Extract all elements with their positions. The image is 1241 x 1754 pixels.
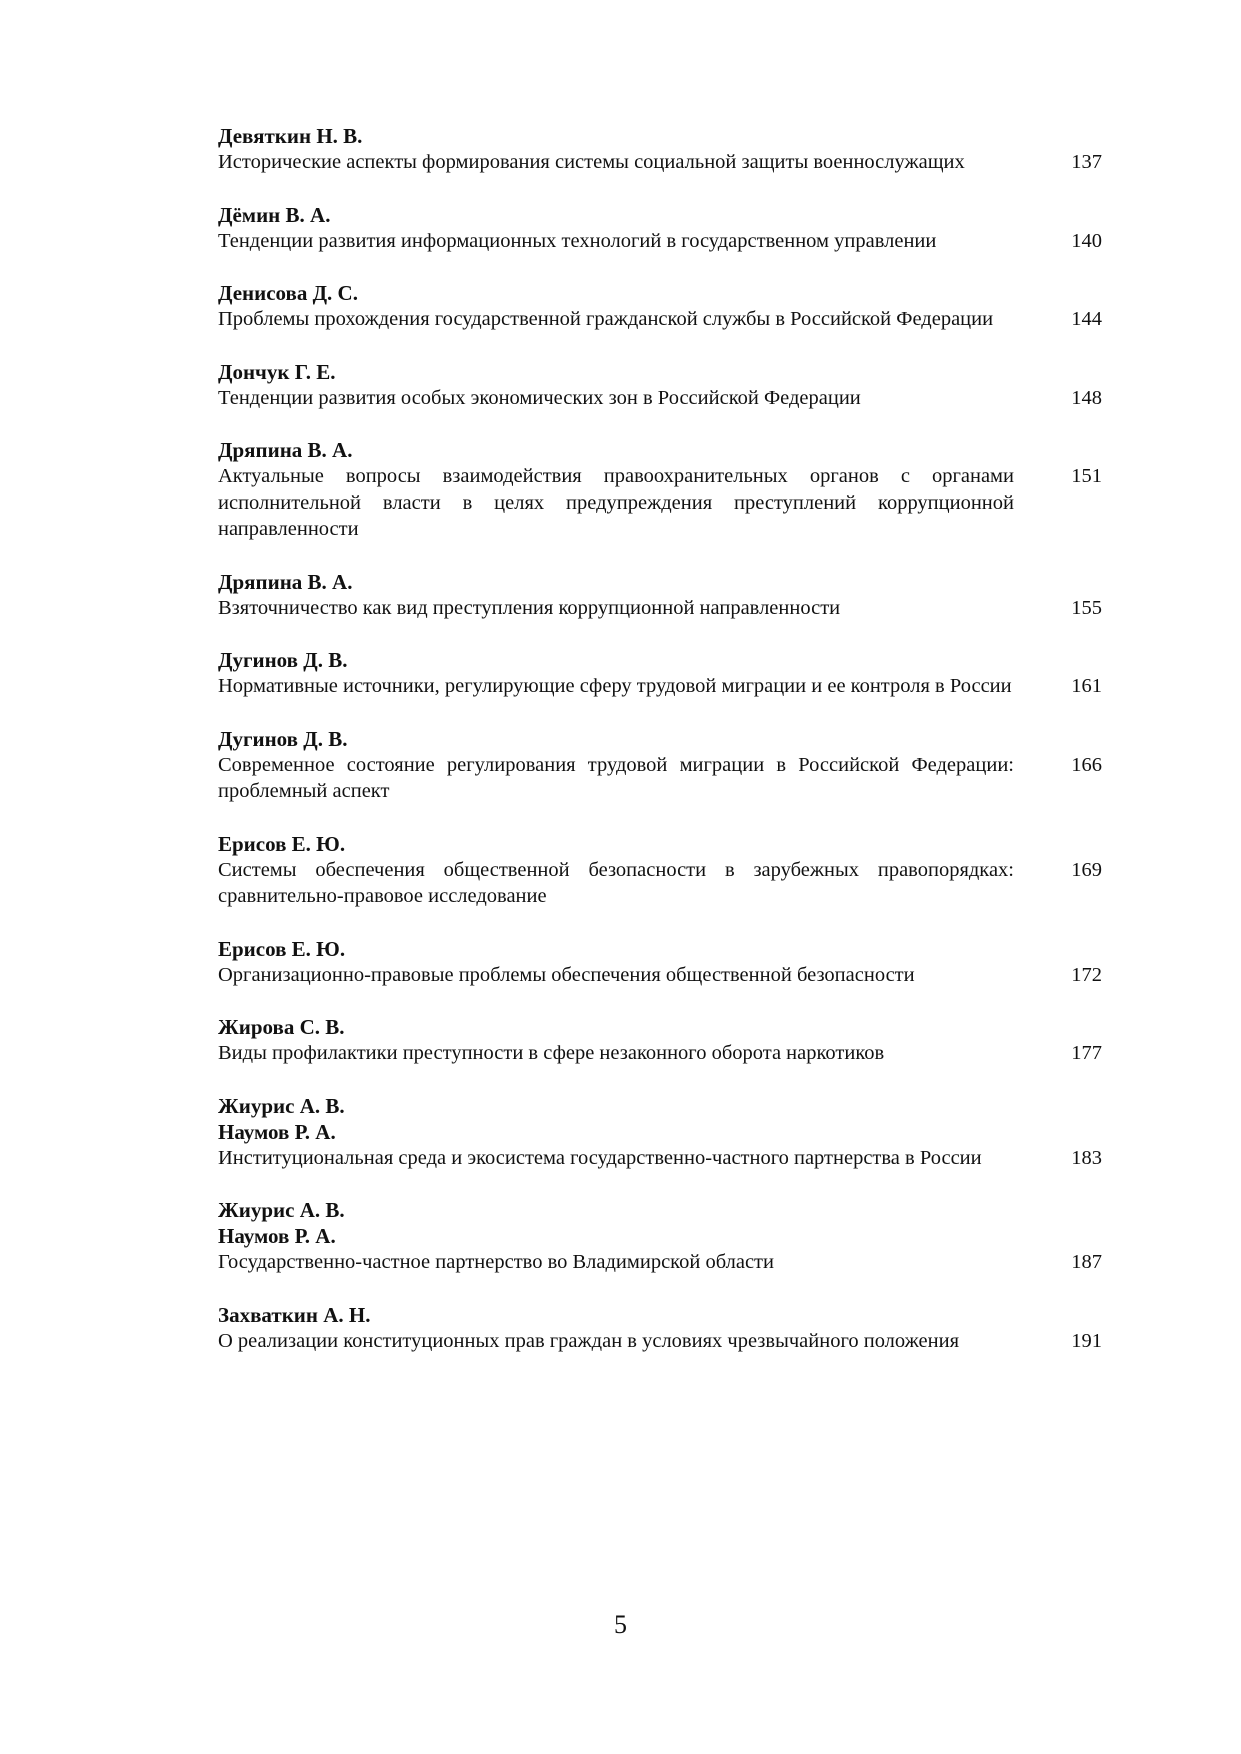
toc-entry — [218, 726, 1102, 805]
toc-entry — [218, 437, 1102, 543]
entry-title: Тенденции развития особых экономических зон в Российской Федерации — [218, 386, 861, 409]
toc-entry — [218, 1197, 1102, 1276]
entry-line — [218, 1249, 1102, 1276]
entry-page-number: 140 — [1071, 229, 1102, 252]
entry-line — [218, 857, 1102, 910]
entry-line — [218, 385, 1102, 412]
entry-page-number: 151 — [1071, 465, 1102, 487]
entry-coauthor: Наумов Р. А. — [218, 1119, 336, 1144]
entry-author: Жирова С. В. — [218, 1015, 345, 1039]
entry-author: Ерисов Е. Ю. — [218, 936, 346, 961]
entry-author: Дугинов Д. В. — [218, 726, 348, 751]
entry-author: Дряпина В. А. — [218, 569, 353, 594]
entry-title: Системы обеспечения общественной безопасности в зарубежных правопорядках: сравнительно-правовое исследование — [218, 858, 1014, 907]
entry-title: Исторические аспекты формирования системы социальной защиты военнослужащих — [218, 151, 965, 173]
entry-page-number: 137 — [1071, 151, 1102, 173]
toc-entry — [218, 1093, 1102, 1172]
entry-title: Тенденции развития информационных технологий в государственном управлении — [218, 229, 937, 252]
entry-title: О реализации конституционных прав граждан в условиях чрезвычайного положения — [218, 1329, 960, 1352]
toc-entry — [218, 831, 1102, 910]
toc-entry — [218, 1014, 1102, 1067]
entry-title: Актуальные вопросы взаимодействия правоохранительных органов с органами исполнительной власти в целях предупреждения преступлений коррупционной направленности — [218, 465, 1014, 540]
table-of-contents — [218, 123, 1102, 1380]
entry-title: Государственно-частное партнерство во Владимирской области — [218, 1251, 774, 1273]
entry-title: Взяточничество как вид преступления коррупционной направленности — [218, 596, 841, 619]
entry-line — [218, 149, 1102, 176]
entry-page-number: 187 — [1071, 1251, 1102, 1273]
entry-author: Девяткин Н. В. — [218, 124, 363, 148]
entry-author: Дугинов Д. В. — [218, 648, 348, 672]
entry-line — [218, 752, 1102, 805]
entry-author: Денисова Д. С. — [218, 281, 358, 305]
entry-page-number: 144 — [1071, 308, 1102, 330]
toc-entry — [218, 202, 1102, 255]
toc-entry — [218, 569, 1102, 622]
entry-page-number: 177 — [1071, 1042, 1102, 1064]
entry-line — [218, 306, 1102, 333]
entry-author: Захваткин А. Н. — [218, 1302, 371, 1327]
entry-title: Институциональная среда и экосистема государственно-частного партнерства в России — [218, 1146, 982, 1169]
toc-entry — [218, 359, 1102, 412]
entry-page-number: 172 — [1071, 963, 1102, 986]
entry-page-number: 148 — [1071, 386, 1102, 409]
entry-line — [218, 1145, 1102, 1172]
entry-page-number: 155 — [1071, 596, 1102, 619]
entry-page-number: 169 — [1071, 858, 1102, 881]
page-number: 5 — [614, 1610, 627, 1639]
entry-line — [218, 595, 1102, 622]
entry-page-number: 166 — [1071, 753, 1102, 776]
entry-line — [218, 463, 1102, 543]
entry-title: Нормативные источники, регулирующие сферу трудовой миграции и ее контроля в России — [218, 675, 1012, 697]
entry-title: Организационно-правовые проблемы обеспечения общественной безопасности — [218, 963, 915, 986]
toc-entry — [218, 280, 1102, 333]
entry-title: Проблемы прохождения государственной гражданской службы в Российской Федерации — [218, 308, 994, 330]
toc-entry — [218, 647, 1102, 700]
entry-author: Жиурис А. В. — [218, 1093, 345, 1118]
entry-author: Жиурис А. В. — [218, 1198, 345, 1222]
entry-page-number: 191 — [1071, 1329, 1102, 1352]
entry-line — [218, 1040, 1102, 1067]
entry-line — [218, 228, 1102, 255]
entry-page-number: 183 — [1071, 1146, 1102, 1169]
entry-author: Дёмин В. А. — [218, 202, 331, 227]
entry-page-number: 161 — [1071, 675, 1102, 697]
entry-author: Дончук Г. Е. — [218, 359, 336, 384]
entry-coauthor: Наумов Р. А. — [218, 1224, 336, 1248]
entry-line — [218, 673, 1102, 700]
toc-entry — [218, 936, 1102, 989]
entry-title: Виды профилактики преступности в сфере незаконного оборота наркотиков — [218, 1042, 885, 1064]
toc-entry — [218, 1302, 1102, 1355]
entry-title: Современное состояние регулирования трудовой миграции в Российской Федерации: проблемный аспект — [218, 753, 1014, 802]
entry-line — [218, 962, 1102, 989]
toc-entry — [218, 123, 1102, 176]
entry-author: Дряпина В. А. — [218, 438, 353, 462]
entry-author: Ерисов Е. Ю. — [218, 831, 346, 856]
entry-line — [218, 1328, 1102, 1355]
